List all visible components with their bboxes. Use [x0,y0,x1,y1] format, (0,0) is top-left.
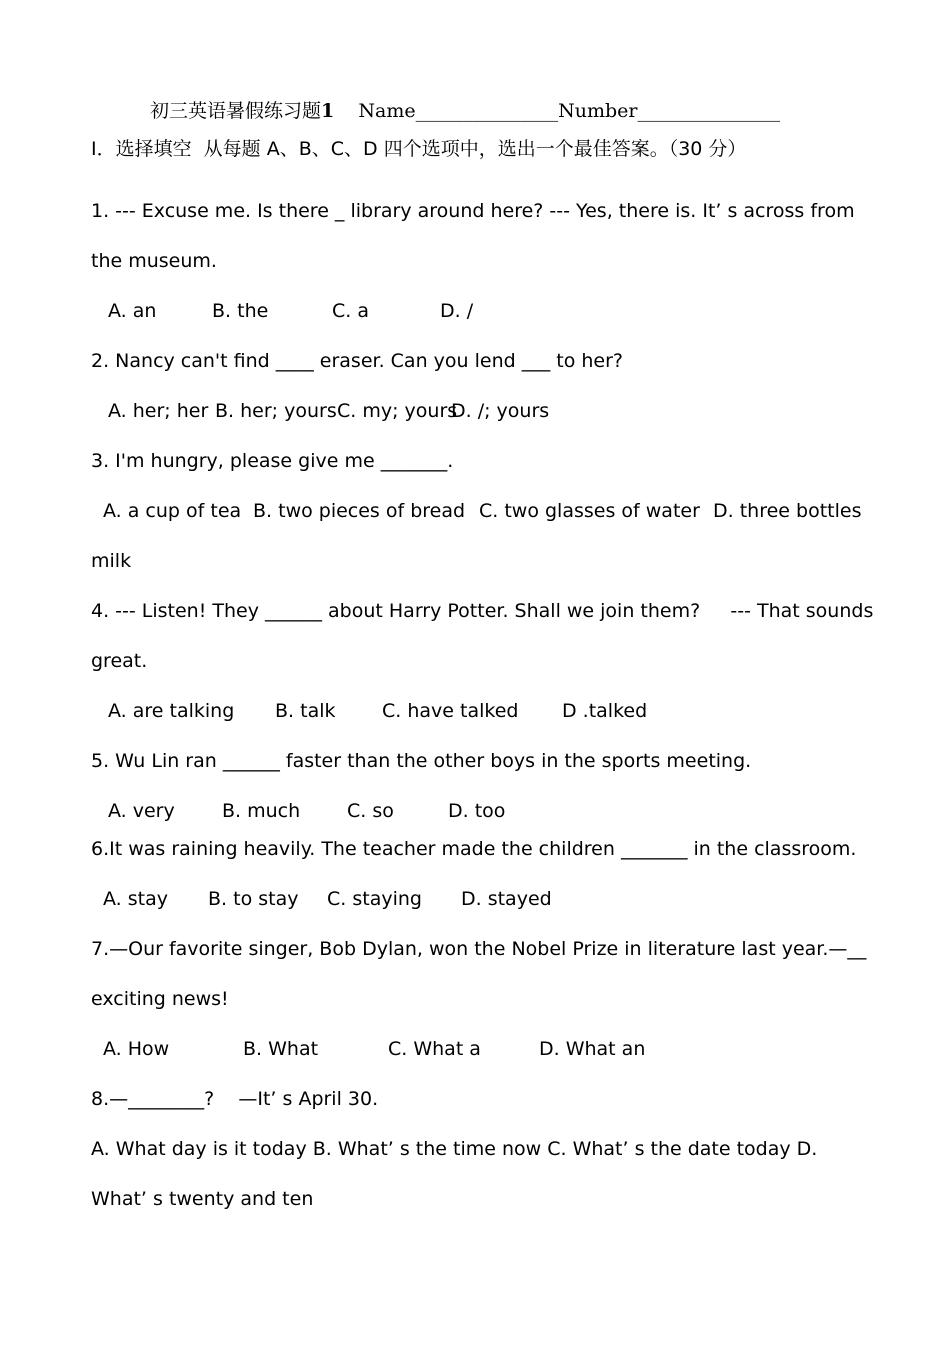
question-7-stem-line-1: 7.—Our favorite singer, Bob Dylan, won the Nobel Prize in literature last year.—__ [91,938,867,960]
title-number: 1 [321,100,335,122]
question-7-stem-line-2: exciting news! [91,988,229,1010]
question-3-option-a: A. a cup of tea [103,500,242,522]
question-6-option-b: B. to stay [208,888,299,910]
question-1-option-b: B. the [212,300,269,322]
question-2-stem: 2. Nancy can't find ____ eraser. Can you lend ___ to her? [91,350,623,372]
question-3-option-d: D. three bottles [713,500,862,522]
question-7-option-b: B. What [243,1038,319,1060]
question-4-option-b: B. talk [275,700,336,722]
question-8-options-line-2: What’ s twenty and ten [91,1188,314,1210]
question-3-option-c: C. two glasses of water [479,500,700,522]
name-number-field: Name_______________Number_______________ [358,100,781,122]
question-4-option-c: C. have talked [382,700,519,722]
section-heading: I．选择填空 从每题 A、B、C、D 四个选项中，选出一个最佳答案。（30 分） [91,138,747,160]
question-6-option-a: A. stay [103,888,168,910]
question-7-option-a: A. How [103,1038,170,1060]
question-4-option-a: A. are talking [108,700,235,722]
question-8-stem: 8.—________? —It’ s April 30. [91,1088,379,1110]
question-1-option-c: C. a [332,300,369,322]
question-6-stem: 6.It was raining heavily. The teacher made the children _______ in the classroom. [91,838,857,860]
question-5-stem: 5. Wu Lin ran ______ faster than the other boys in the sports meeting. [91,750,752,772]
question-4-option-d: D .talked [562,700,648,722]
question-5-option-c: C. so [347,800,394,822]
question-5-option-d: D. too [448,800,506,822]
worksheet-title [150,96,780,123]
question-1-option-a: A. an [108,300,157,322]
question-6-option-c: C. staying [327,888,422,910]
question-8-options-line-1: A. What day is it today B. What’ s the time now C. What’ s the date today D. [91,1138,818,1160]
question-5-option-a: A. very [108,800,175,822]
question-2-option-d: D. /; yours [451,400,550,422]
question-3-option-d-cont: milk [91,550,132,572]
question-1-stem-line-2: the museum. [91,250,217,272]
title-chinese: 初三英语暑假练习题 [150,100,322,122]
question-4-stem-line-1: 4. --- Listen! They ______ about Harry Potter. Shall we join them? --- That sounds [91,600,874,622]
question-2-option-a: A. her; her [108,400,209,422]
question-2-option-c: C. my; yours [337,400,458,422]
question-3-option-b: B. two pieces of bread [253,500,466,522]
question-2-option-b: B. her; yours [215,400,337,422]
question-5-option-b: B. much [222,800,301,822]
question-7-option-c: C. What a [388,1038,481,1060]
question-7-option-d: D. What an [539,1038,646,1060]
question-1-stem-line-1: 1. --- Excuse me. Is there _ library around here? --- Yes, there is. It’ s across from [91,200,855,222]
question-4-stem-line-2: great. [91,650,148,672]
question-1-option-d: D. / [440,300,474,322]
question-3-stem: 3. I'm hungry, please give me _______. [91,450,454,472]
question-6-option-d: D. stayed [461,888,552,910]
